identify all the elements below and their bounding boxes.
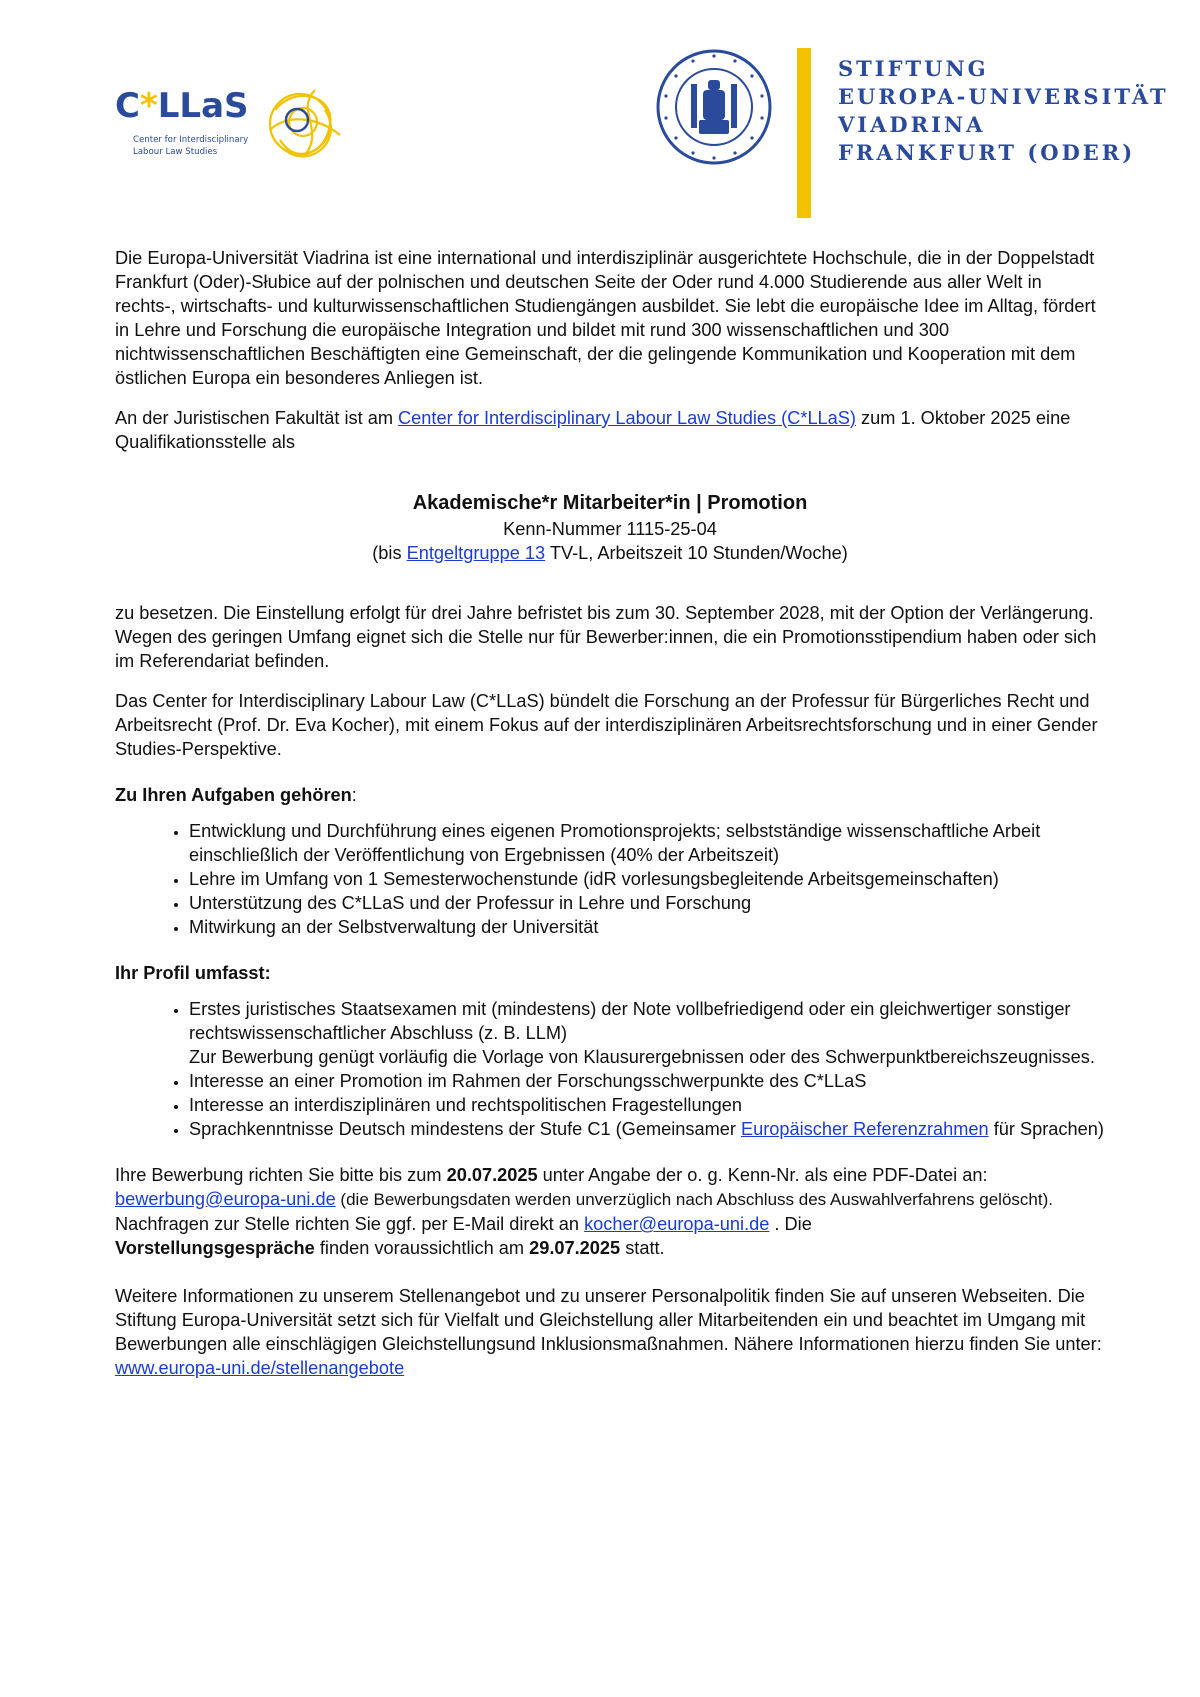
application-email-link[interactable]: bewerbung@europa-uni.de xyxy=(115,1189,336,1209)
profile-list xyxy=(115,997,1105,1141)
job-listings-link[interactable]: www.europa-uni.de/stellenangebote xyxy=(115,1358,405,1378)
cllas-link[interactable]: Center for Interdisciplinary Labour Law Studies (C*LLaS) xyxy=(398,408,856,428)
kenn-nummer: Kenn-Nummer 1115-25-04 xyxy=(503,519,717,539)
cllas-logo xyxy=(115,78,355,178)
spacer xyxy=(115,1260,1105,1284)
list-item: • Erstes juristisches Staatsexamen mit (mindestens) der Note vollbefriedigend oder ein gleichwertiger sonstiger rechtswissenschaftlicher Abschluss (z. B. LLM) Zur Bewerbung genügt vorläufig die Vorlage von Klausurergebnissen oder des Schwerpunktbereichszeugnisses. xyxy=(189,997,1105,1069)
pay-grade-link[interactable]: Entgeltgruppe 13 xyxy=(406,543,546,563)
position-title: Akademische*r Mitarbeiter*in | Promotion xyxy=(412,492,808,514)
university-seal-icon xyxy=(655,48,773,166)
list-item: • Entwicklung und Durchführung eines eigenen Promotionsprojekts; selbstständige wissenschaftliche Arbeit einschließlich der Veröffentlichung von Ergebnissen (40% der Arbeitszeit) xyxy=(189,819,1105,867)
cefr-link[interactable]: Europäischer Referenzrahmen xyxy=(740,1119,989,1139)
list-item: • Mitwirkung an der Selbstverwaltung der Universität xyxy=(189,915,1105,939)
list-item: • Sprachkenntnisse Deutsch mindestens der Stufe C1 (Gemeinsamer Europäischer Referenzrahmen für Sprachen) xyxy=(189,1117,1105,1141)
list-item: • Lehre im Umfang von 1 Semesterwochenstunde (idR vorlesungsbegleitende Arbeitsgemeinschaften) xyxy=(189,867,1105,891)
posting-body xyxy=(115,246,1105,1380)
cllas-wordmark: C*LLaS xyxy=(115,86,249,126)
tasks-list xyxy=(115,819,1105,939)
position-heading-block xyxy=(115,490,1105,565)
closing-paragraph: Weitere Informationen zu unserem Stellenangebot und zu unserer Personalpolitik finden Sie auf unseren Webseiten. Die Stiftung Europa-Universität setzt sich für Vielfalt und Gleichstellung aller Mitarbeitenden ein und beachtet im Umgang mit Bewerbungen alle einschlägigen Gleichstellungsund Inklusionsmaßnahmen. Nähere Informationen hierzu finden Sie unter: www.europa-uni.de/stellenangebote xyxy=(115,1286,1102,1378)
faculty-paragraph: An der Juristischen Fakultät ist am Center for Interdisciplinary Labour Law Studies (C*LLaS) zum 1. Oktober 2025 eine Qualifikationsstelle als xyxy=(115,408,1071,452)
list-item: • Unterstützung des C*LLaS und der Professur in Lehre und Forschung xyxy=(189,891,1105,915)
pay-grade-line: (bis Entgeltgruppe 13 TV-L, Arbeitszeit 10 Stunden/Woche) xyxy=(372,543,848,563)
profile-heading: Ihr Profil umfasst: xyxy=(115,963,271,983)
cllas-swirl-icon xyxy=(255,80,355,170)
application-paragraph: Ihre Bewerbung richten Sie bitte bis zum 20.07.2025 unter Angabe der o. g. Kenn-Nr. als eine PDF-Datei an: bewerbung@europa-uni.de (die Bewerbungsdaten werden unverzüglich nach Abschluss des Auswahlverfahrens gelöscht). Nachfragen zur Stelle richten Sie ggf. per E-Mail direkt an kocher@europa-uni.de . Die Vorstellungsgespräche finden voraussichtlich am 29.07.2025 statt. xyxy=(115,1165,1053,1258)
tasks-heading: Zu Ihren Aufgaben gehören: xyxy=(115,785,357,805)
intro-paragraph: Die Europa-Universität Viadrina ist eine international und interdisziplinär ausgerichtete Hochschule, die in der Doppelstadt Frankfurt (Oder)-Słubice auf der polnischen und deutschen Seite der Oder rund 4.000 Studierende aus aller Welt in rechts-, wirtschafts- und kulturwissenschaftlichen Studiengängen ausbildet. Sie lebt die europäische Idee im Alltag, fördert in Lehre und Forschung die europäische Integration und bildet mit rund 300 wissenschaftlichen und 300 nichtwissenschaftlichen Beschäftigten eine Gemeinschaft, der die gelingende Kommunikation und Kooperation mit dem östlichen Europa ein besonderes Anliegen ist. xyxy=(115,248,1096,388)
contact-email-link[interactable]: kocher@europa-uni.de xyxy=(584,1214,770,1234)
university-name: STIFTUNG EUROPA-UNIVERSITÄT VIADRINA FRANKFURT (ODER) xyxy=(838,56,1169,165)
cllas-subtitle: Center for Interdisciplinary Labour Law Studies xyxy=(133,135,249,157)
center-description-paragraph: Das Center for Interdisciplinary Labour Law (C*LLaS) bündelt die Forschung an der Professur für Bürgerliches Recht und Arbeitsrecht (Prof. Dr. Eva Kocher), mit einem Fokus auf der interdisziplinären Arbeitsrechtsforschung und in einer Gender Studies-Perspektive. xyxy=(115,691,1098,759)
header-divider-bar xyxy=(797,48,811,218)
list-item: • Interesse an einer Promotion im Rahmen der Forschungsschwerpunkte des C*LLaS xyxy=(189,1069,1105,1093)
list-item: • Interesse an interdisziplinären und rechtspolitischen Fragestellungen xyxy=(189,1093,1105,1117)
terms-paragraph: zu besetzen. Die Einstellung erfolgt für drei Jahre befristet bis zum 30. September 2028, mit der Option der Verlängerung. Wegen des geringen Umfang eignet sich die Stelle nur für Bewerber:innen, die ein Promotionsstipendium haben oder sich im Referendariat befinden. xyxy=(115,603,1097,671)
